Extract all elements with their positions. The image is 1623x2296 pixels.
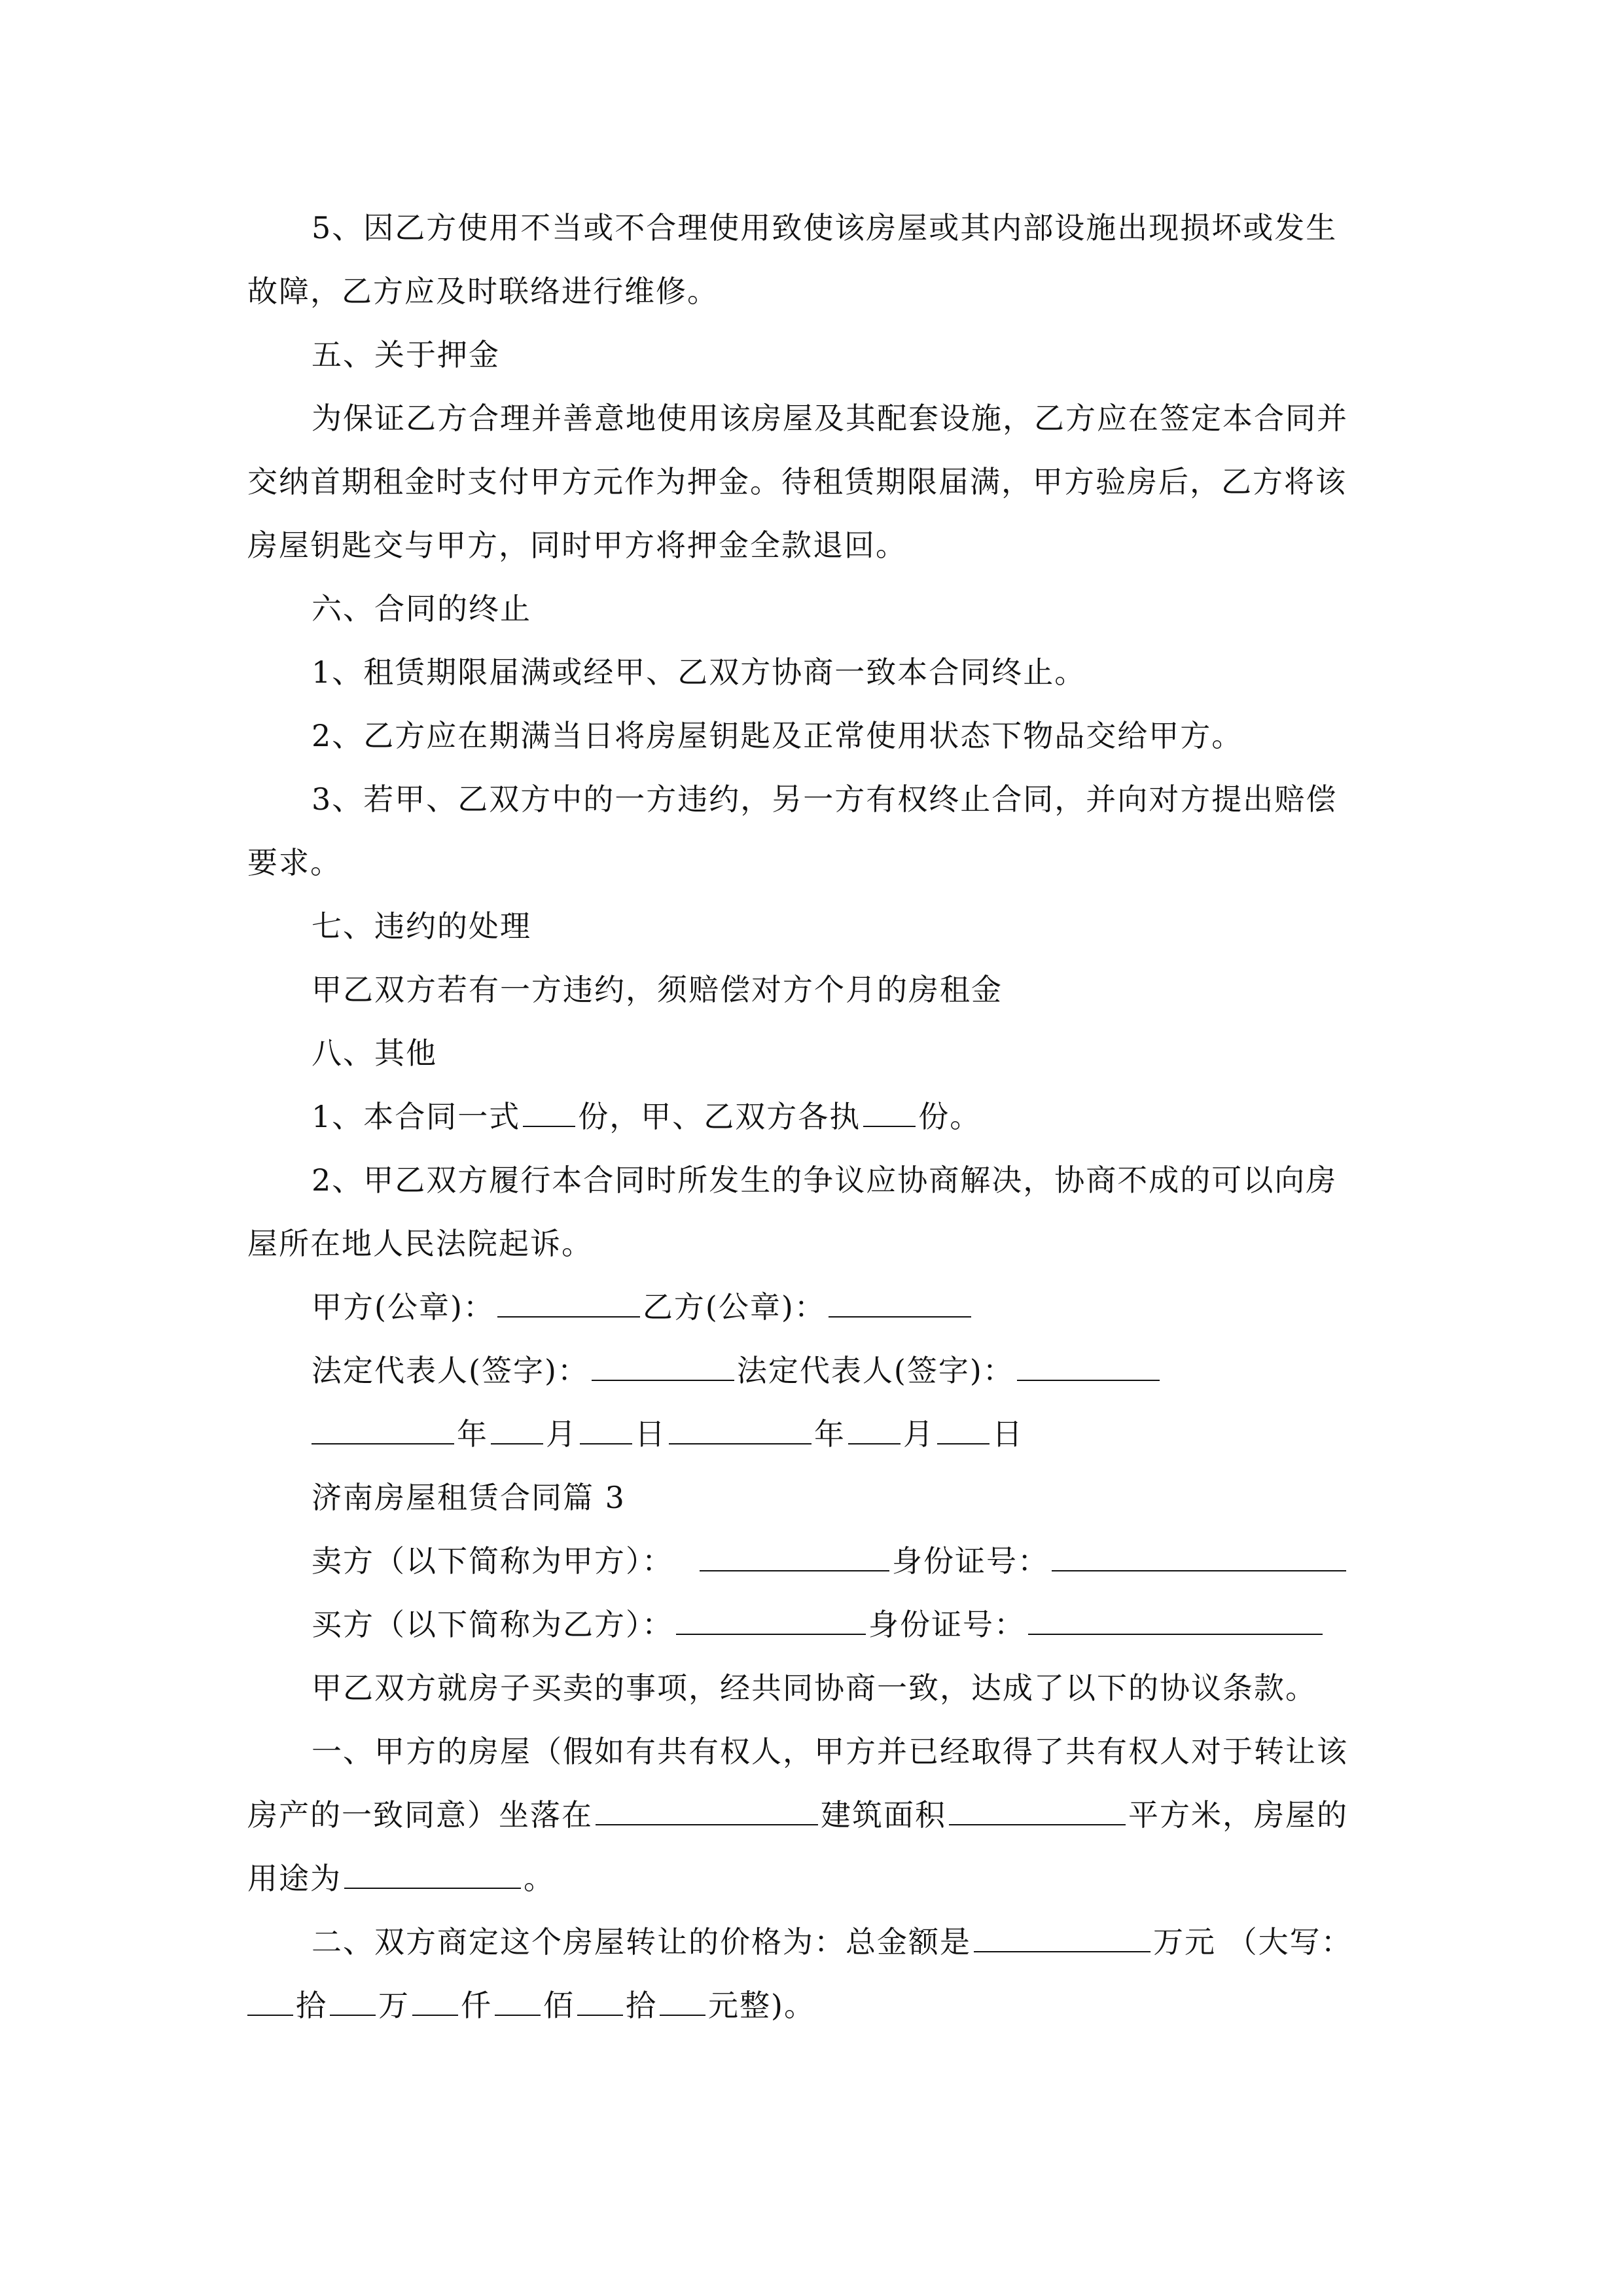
unit-label: 万 xyxy=(378,1988,410,2023)
price-line xyxy=(312,1922,1353,1962)
seller-id-blank[interactable] xyxy=(1052,1544,1346,1571)
use-blank[interactable] xyxy=(344,1861,521,1889)
unit-label: 佰 xyxy=(543,1988,575,2023)
area-blank[interactable] xyxy=(949,1798,1126,1825)
month-blank[interactable] xyxy=(491,1417,543,1444)
clause-text: 二、双方商定这个房屋转让的价格为：总金额是 xyxy=(312,1924,971,1960)
amount-blank[interactable] xyxy=(330,1988,376,2016)
buyer-label: 买方（以下简称为乙方）： xyxy=(312,1607,673,1642)
amount-blank[interactable] xyxy=(495,1988,541,2016)
date-line xyxy=(312,1414,1024,1454)
seller-label: 卖方（以下简称为甲方）： xyxy=(312,1543,673,1579)
paragraph-line: 2、乙方应在期满当日将房屋钥匙及正常使用状态下物品交给甲方。 xyxy=(312,718,1243,753)
unit-label: 拾 xyxy=(296,1988,327,2023)
party-b-seal-label: 乙方(公章)： xyxy=(642,1289,826,1325)
amount-blank[interactable] xyxy=(412,1988,458,2016)
section-heading: 六、合同的终止 xyxy=(312,591,531,626)
clause-text: 平方米，房屋的 xyxy=(1128,1797,1348,1833)
day-blank[interactable] xyxy=(937,1417,990,1444)
day-label: 日 xyxy=(992,1416,1024,1452)
year-blank[interactable] xyxy=(669,1417,812,1444)
clause-text: 建筑面积 xyxy=(821,1797,946,1833)
unit-label: 元整)。 xyxy=(708,1988,815,2023)
buyer-id-label: 身份证号： xyxy=(868,1607,1026,1642)
clause-text: 房产的一致同意）坐落在 xyxy=(247,1797,593,1833)
paragraph-line: 一、甲方的房屋（假如有共有权人，甲方并已经取得了共有权人对于转让该 xyxy=(312,1734,1348,1769)
copies-total-blank[interactable] xyxy=(523,1100,575,1127)
clause-text: 份，甲、乙双方各执 xyxy=(578,1099,861,1134)
property-location-line xyxy=(247,1795,1348,1835)
clause-text: 万元 （大写： xyxy=(1153,1924,1353,1960)
paragraph-line: 故障，乙方应及时联络进行维修。 xyxy=(247,274,719,309)
paragraph-line: 甲乙双方若有一方违约，须赔偿对方个月的房租金 xyxy=(312,972,1003,1007)
clause-text: 份。 xyxy=(918,1099,982,1134)
signature-line xyxy=(312,1351,1162,1390)
clause-text: 用途为 xyxy=(247,1861,342,1896)
year-label: 年 xyxy=(814,1416,846,1452)
month-blank[interactable] xyxy=(848,1417,901,1444)
paragraph-line: 甲乙双方就房子买卖的事项，经共同协商一致，达成了以下的协议条款。 xyxy=(312,1670,1317,1706)
year-blank[interactable] xyxy=(312,1417,454,1444)
party-b-rep-label: 法定代表人(签字)： xyxy=(736,1353,1014,1388)
month-label: 月 xyxy=(546,1416,577,1452)
clause-text: 1、本合同一式 xyxy=(312,1099,521,1134)
seller-line xyxy=(312,1541,1349,1581)
buyer-line xyxy=(312,1605,1325,1644)
copies-clause xyxy=(312,1097,981,1136)
paragraph-line: 2、甲乙双方履行本合同时所发生的争议应协商解决，协商不成的可以向房 xyxy=(312,1162,1338,1198)
day-blank[interactable] xyxy=(580,1417,632,1444)
paragraph-line: 3、若甲、乙双方中的一方违约，另一方有权终止合同，并向对方提出赔偿 xyxy=(312,781,1338,817)
seller-id-label: 身份证号： xyxy=(892,1543,1049,1579)
location-blank[interactable] xyxy=(596,1798,818,1825)
amount-blank[interactable] xyxy=(247,1988,293,2016)
amount-blank[interactable] xyxy=(660,1988,705,2016)
party-a-rep-label: 法定代表人(签字)： xyxy=(312,1353,589,1388)
party-b-seal-blank[interactable] xyxy=(829,1290,971,1318)
amount-blank[interactable] xyxy=(577,1988,623,2016)
party-a-seal-label: 甲方(公章)： xyxy=(312,1289,495,1325)
seller-name-blank[interactable] xyxy=(700,1544,889,1571)
month-label: 月 xyxy=(903,1416,935,1452)
buyer-id-blank[interactable] xyxy=(1028,1607,1323,1635)
copies-each-blank[interactable] xyxy=(863,1100,916,1127)
day-label: 日 xyxy=(635,1416,666,1452)
contract-title: 济南房屋租赁合同篇 3 xyxy=(312,1480,626,1515)
party-a-rep-blank[interactable] xyxy=(592,1354,734,1381)
paragraph-line: 交纳首期租金时支付甲方元作为押金。待租赁期限届满，甲方验房后，乙方将该 xyxy=(247,464,1347,499)
total-price-blank[interactable] xyxy=(974,1925,1150,1952)
party-b-rep-blank[interactable] xyxy=(1017,1354,1160,1381)
buyer-name-blank[interactable] xyxy=(676,1607,866,1635)
paragraph-line: 为保证乙方合理并善意地使用该房屋及其配套设施，乙方应在签定本合同并 xyxy=(312,401,1348,436)
unit-label: 仟 xyxy=(461,1988,492,2023)
property-use-line xyxy=(247,1859,555,1898)
paragraph-line: 房屋钥匙交与甲方，同时甲方将押金全款退回。 xyxy=(247,528,907,563)
paragraph-line: 1、租赁期限届满或经甲、乙双方协商一致本合同终止。 xyxy=(312,655,1086,690)
section-heading: 七、违约的处理 xyxy=(312,908,531,944)
party-a-seal-blank[interactable] xyxy=(497,1290,640,1318)
section-heading: 八、其他 xyxy=(312,1035,437,1071)
clause-text: 。 xyxy=(524,1861,555,1896)
seal-line xyxy=(312,1287,974,1327)
paragraph-line: 要求。 xyxy=(247,845,342,880)
year-label: 年 xyxy=(457,1416,488,1452)
section-heading: 五、关于押金 xyxy=(312,337,500,372)
paragraph-line: 屋所在地人民法院起诉。 xyxy=(247,1226,593,1261)
paragraph-line: 5、因乙方使用不当或不合理使用致使该房屋或其内部设施出现损坏或发生 xyxy=(312,210,1338,245)
unit-label: 拾 xyxy=(626,1988,657,2023)
price-capital-line xyxy=(247,1986,815,2025)
